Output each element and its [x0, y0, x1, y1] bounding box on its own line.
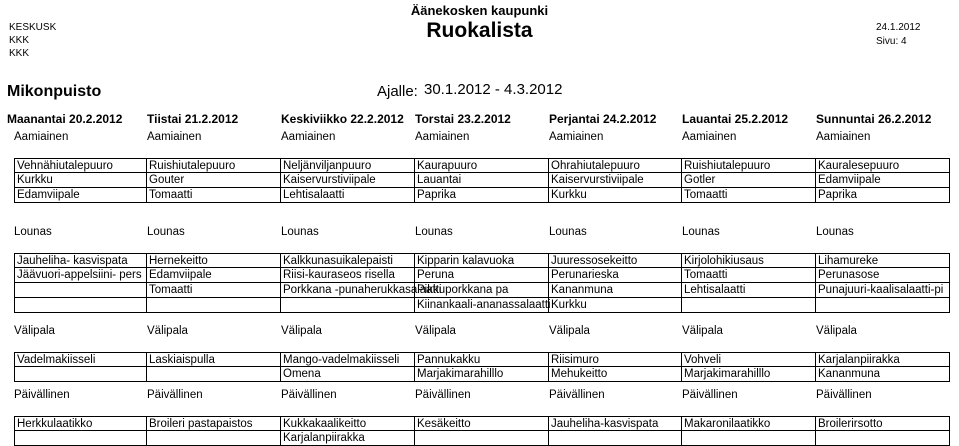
meal-label: Lounas	[549, 226, 587, 238]
menu-cell: Neljänviljanpuuro	[281, 158, 415, 173]
menu-cell: Gotler	[682, 173, 816, 188]
menu-cell: Kurkku	[549, 298, 682, 313]
menu-cell: Edamviipale	[14, 188, 147, 203]
menu-cell: Tomaatti	[682, 188, 816, 203]
menu-cell	[816, 431, 950, 446]
meal-label: Aamiainen	[682, 131, 737, 143]
menu-cell: Broilerirsotto	[816, 416, 950, 431]
menu-cell: Kurkku	[549, 188, 682, 203]
menu-cell: Kaiservurstiviipale	[549, 173, 682, 188]
header-left-line-1: KESKUSK	[9, 22, 57, 33]
meal-label: Välipala	[816, 325, 857, 337]
meal-label: Päivällinen	[415, 389, 471, 401]
menu-cell: Riisi-kauraseos risella	[281, 268, 415, 283]
meal-label: Aamiainen	[816, 131, 871, 143]
menu-cell	[14, 431, 147, 446]
menu-cell	[816, 298, 950, 313]
place-name: Mikonpuisto	[7, 83, 102, 100]
day-header: Maanantai 20.2.2012	[7, 112, 123, 126]
menu-cell	[415, 431, 549, 446]
menu-cell	[147, 367, 281, 382]
meal-label: Välipala	[682, 325, 723, 337]
meal-label: Päivällinen	[549, 389, 605, 401]
day-header: Perjantai 24.2.2012	[549, 112, 657, 126]
meal-label: Välipala	[281, 325, 322, 337]
menu-cell: Marjakimarahilllo	[415, 367, 549, 382]
meal-label: Aamiainen	[415, 131, 470, 143]
menu-cell: Vadelmakiisseli	[14, 352, 147, 367]
menu-cell: Kesäkeitto	[415, 416, 549, 431]
menu-cell: Kiinankaali-ananassalaatti	[417, 299, 551, 311]
meal-label: Lounas	[682, 226, 720, 238]
menu-cell	[14, 298, 147, 313]
page-number: Sivu: 4	[876, 36, 907, 47]
page-title: Ruokalista	[426, 19, 533, 42]
menu-cell: Kauralesepuuro	[816, 158, 950, 173]
menu-cell: Perunasose	[816, 268, 950, 283]
menu-cell: Jauheliha-kasvispata	[549, 416, 682, 431]
meal-label: Päivällinen	[14, 389, 70, 401]
menu-cell	[147, 298, 281, 313]
menu-cell	[682, 431, 816, 446]
menu-cell: Porkkana -punaherukkasalaatti	[283, 284, 442, 296]
menu-cell: Karjalanpiirakka	[816, 352, 950, 367]
menu-cell: Gouter	[147, 173, 281, 188]
menu-cell: Omena	[281, 367, 415, 382]
menu-cell	[281, 298, 415, 313]
menu-cell: Karjalanpiirakka	[281, 431, 415, 446]
menu-cell: Pannukakku	[415, 352, 549, 367]
menu-cell	[682, 298, 816, 313]
menu-cell: Jäävuori-appelsiini- pers	[14, 268, 147, 283]
meal-label: Aamiainen	[147, 131, 202, 143]
meal-label: Välipala	[14, 325, 55, 337]
meal-label: Välipala	[549, 325, 590, 337]
menu-cell: Ruishiutalepuuro	[147, 158, 281, 173]
menu-cell: Kurkku	[14, 173, 147, 188]
menu-cell: Lehtisalaatti	[682, 283, 816, 298]
menu-cell: Marjakimarahilllo	[682, 367, 816, 382]
header-left-line-2: KKK	[9, 35, 30, 46]
menu-cell	[14, 367, 147, 382]
menu-cell: Hernekeitto	[147, 253, 281, 268]
menu-cell: Kukkakaalikeitto	[281, 416, 415, 431]
organization-name: Äänekosken kaupunki	[410, 3, 549, 18]
day-header: Torstai 23.2.2012	[415, 112, 511, 126]
meal-label: Aamiainen	[281, 131, 336, 143]
day-header: Sunnuntai 26.2.2012	[816, 112, 932, 126]
menu-cell: Pikkuporkkana pa	[415, 283, 549, 298]
meal-label: Aamiainen	[14, 131, 69, 143]
menu-cell: Herkkulaatikko	[14, 416, 147, 431]
meal-label: Päivällinen	[816, 389, 872, 401]
menu-cell: Edamviipale	[147, 268, 281, 283]
menu-cell: Laskiaispulla	[147, 352, 281, 367]
meal-label: Päivällinen	[281, 389, 337, 401]
menu-cell: Tomaatti	[682, 268, 816, 283]
meal-label: Päivällinen	[682, 389, 738, 401]
menu-cell: Ohrahiutalepuuro	[549, 158, 682, 173]
menu-cell: Kananmuna	[549, 283, 682, 298]
menu-cell: Lehtisalaatti	[281, 188, 415, 203]
meal-label: Lounas	[415, 226, 453, 238]
menu-cell: Paprika	[816, 188, 950, 203]
menu-cell: Vohveli	[682, 352, 816, 367]
menu-cell: Juuressosekeitto	[549, 253, 682, 268]
menu-cell: Vehnähiutalepuuro	[14, 158, 147, 173]
period-value: 30.1.2012 - 4.3.2012	[424, 81, 563, 98]
header-left-line-3: KKK	[9, 48, 30, 59]
period-label: Ajalle:	[377, 83, 418, 100]
day-header: Tiistai 21.2.2012	[147, 112, 239, 126]
menu-cell: Makaronilaatikko	[682, 416, 816, 431]
day-header: Lauantai 25.2.2012	[682, 112, 789, 126]
menu-cell: Tomaatti	[147, 283, 281, 298]
menu-cell: Kalkkunasuikalepaisti	[281, 253, 415, 268]
menu-cell: Kaiservurstiviipale	[281, 173, 415, 188]
meal-label: Lounas	[281, 226, 319, 238]
meal-label: Aamiainen	[549, 131, 604, 143]
menu-cell: Riisimuro	[549, 352, 682, 367]
menu-cell	[549, 431, 682, 446]
menu-cell: Tomaatti	[147, 188, 281, 203]
menu-cell: Jauheliha- kasvispata	[14, 253, 147, 268]
menu-cell	[14, 283, 147, 298]
menu-cell: Mango-vadelmakiisseli	[281, 352, 415, 367]
menu-cell: Kaurapuuro	[415, 158, 549, 173]
menu-cell: Paprika	[415, 188, 549, 203]
menu-cell: Ruishiutalepuuro	[682, 158, 816, 173]
meal-label: Lounas	[14, 226, 52, 238]
meal-label: Lounas	[816, 226, 854, 238]
menu-cell: Perunarieska	[549, 268, 682, 283]
menu-cell: Edamviipale	[816, 173, 950, 188]
day-header: Keskiviikko 22.2.2012	[281, 112, 404, 126]
meal-label: Päivällinen	[147, 389, 203, 401]
meal-label: Lounas	[147, 226, 185, 238]
meal-label: Välipala	[415, 325, 456, 337]
menu-cell: Kipparin kalavuoka	[415, 253, 549, 268]
menu-cell: Broileri pastapaistos	[147, 416, 281, 431]
menu-cell: Peruna	[415, 268, 549, 283]
menu-cell: Lauantai	[415, 173, 549, 188]
menu-cell	[147, 431, 281, 446]
meal-label: Välipala	[147, 325, 188, 337]
menu-cell: Kananmuna	[816, 367, 950, 382]
menu-cell: Mehukeitto	[549, 367, 682, 382]
menu-cell: Punajuuri-kaalisalaatti-pi	[816, 283, 950, 298]
print-date: 24.1.2012	[876, 22, 921, 33]
menu-cell: Lihamureke	[816, 253, 950, 268]
menu-cell: Kirjolohikiusaus	[682, 253, 816, 268]
